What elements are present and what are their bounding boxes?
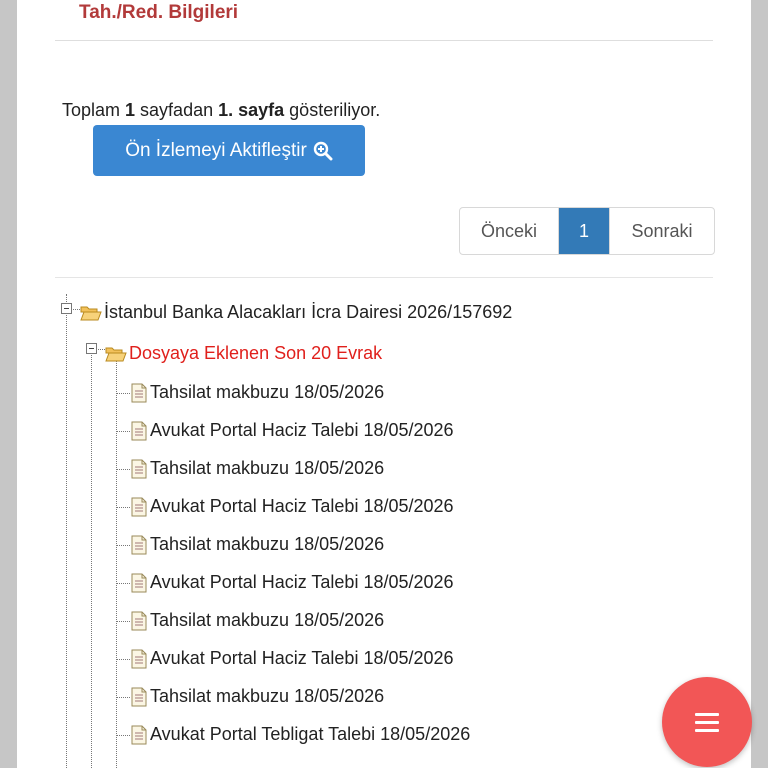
document-icon xyxy=(130,725,148,745)
document-icon xyxy=(130,573,148,593)
tree-node-folder-label: Dosyaya Eklenen Son 20 Evrak xyxy=(129,343,383,363)
tree-connector xyxy=(116,469,130,470)
tree-connector xyxy=(116,735,130,736)
document-icon xyxy=(130,421,148,441)
open-folder-icon xyxy=(80,304,102,322)
collapse-toggle-folder[interactable] xyxy=(86,343,97,354)
tree-connector xyxy=(116,583,130,584)
pagination-current: 1. sayfa xyxy=(218,100,285,120)
tree-connector xyxy=(116,545,130,546)
tree-node-document-label: Avukat Portal Tebligat Talebi 18/05/2026 xyxy=(150,724,471,744)
tree-node-document[interactable] xyxy=(130,496,454,517)
collapse-toggle-root[interactable] xyxy=(61,303,72,314)
tree-node-document[interactable] xyxy=(130,534,384,555)
tree-node-document[interactable] xyxy=(130,686,384,707)
pagination-suffix: gösteriliyor. xyxy=(284,100,381,120)
tree-node-document[interactable] xyxy=(130,420,454,441)
tree-connector xyxy=(116,659,130,660)
tree-connector xyxy=(66,294,67,768)
tree-node-document-label: Tahsilat makbuzu 18/05/2026 xyxy=(150,610,385,630)
pagination-middle: sayfadan xyxy=(135,100,219,120)
pagination-prefix: Toplam xyxy=(62,100,126,120)
tree-node-document[interactable] xyxy=(130,648,454,669)
activate-preview-label: Ön İzlemeyi Aktifleştir xyxy=(125,139,307,161)
tree-node-root[interactable] xyxy=(80,302,512,323)
document-icon xyxy=(130,459,148,479)
tree-connector xyxy=(91,345,92,768)
pager-prev-button[interactable]: Önceki xyxy=(460,208,559,254)
tree-connector xyxy=(116,621,130,622)
tree-node-document[interactable] xyxy=(130,724,470,745)
tree-node-document-label: Avukat Portal Haciz Talebi 18/05/2026 xyxy=(150,648,454,668)
tree-node-document[interactable] xyxy=(130,382,384,403)
tree-node-document-label: Tahsilat makbuzu 18/05/2026 xyxy=(150,382,385,402)
document-icon xyxy=(130,649,148,669)
tree-node-document-label: Avukat Portal Haciz Talebi 18/05/2026 xyxy=(150,420,454,440)
document-icon xyxy=(130,497,148,517)
pager-next-button[interactable]: Sonraki xyxy=(609,208,714,254)
tree-node-document-label: Avukat Portal Haciz Talebi 18/05/2026 xyxy=(150,572,454,592)
tree-node-document[interactable] xyxy=(130,572,454,593)
tree-node-document-label: Tahsilat makbuzu 18/05/2026 xyxy=(150,458,385,478)
tree-node-document[interactable] xyxy=(130,610,384,631)
tree-node-root-label: İstanbul Banka Alacakları İcra Dairesi 2026/157692 xyxy=(104,302,513,322)
document-icon xyxy=(130,611,148,631)
content-panel xyxy=(17,0,751,768)
tree-node-folder[interactable] xyxy=(105,343,382,364)
document-icon xyxy=(130,383,148,403)
pager-page-1[interactable]: 1 xyxy=(559,208,609,254)
section-header[interactable]: Tah./Red. Bilgileri xyxy=(79,2,239,23)
tree-connector xyxy=(116,431,130,432)
tree-connector xyxy=(116,361,117,768)
tree-node-document-label: Tahsilat makbuzu 18/05/2026 xyxy=(150,534,385,554)
tree-connector xyxy=(116,393,130,394)
floating-menu-button[interactable] xyxy=(662,677,752,767)
tree-connector xyxy=(116,697,130,698)
document-tree xyxy=(17,0,751,768)
tree-connector xyxy=(116,507,130,508)
document-icon xyxy=(130,687,148,707)
tree-node-document[interactable] xyxy=(130,458,384,479)
tree-node-document-label: Tahsilat makbuzu 18/05/2026 xyxy=(150,686,385,706)
document-icon xyxy=(130,535,148,555)
tree-node-document-label: Avukat Portal Haciz Talebi 18/05/2026 xyxy=(150,496,454,516)
open-folder-icon xyxy=(105,345,127,363)
pagination-total: 1 xyxy=(125,100,136,120)
